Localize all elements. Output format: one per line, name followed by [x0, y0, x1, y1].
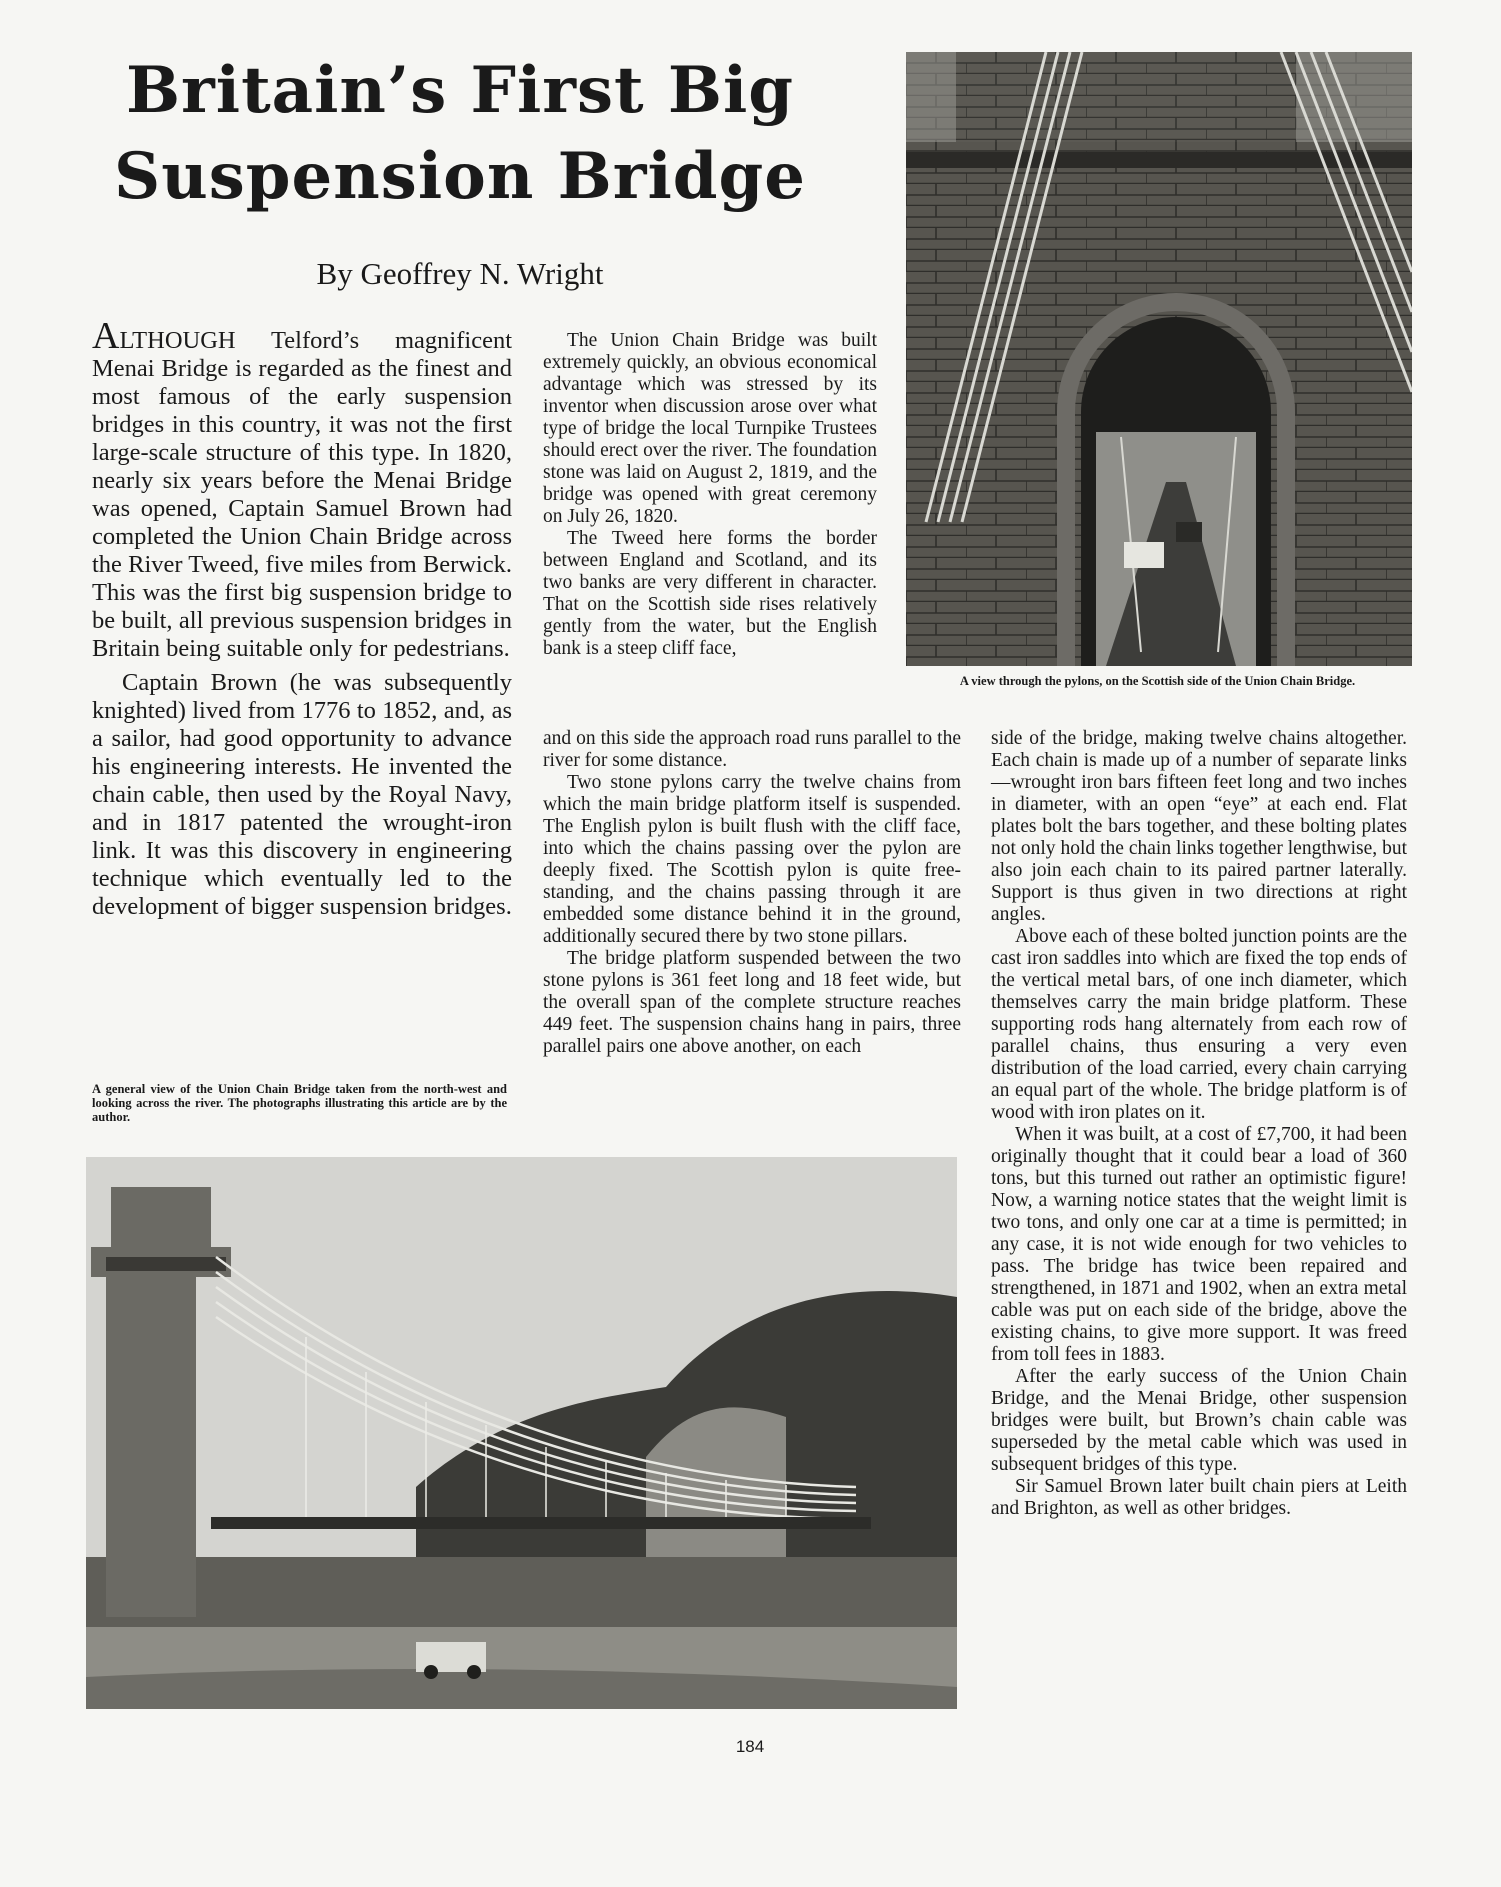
paragraph-1-text: LTHOUGH Telford’s magnificent Menai Bridge is regarded as the finest and most famous of the early suspension bridges in this country, it was not the first large-scale structure of this type. In 1820, nearly six years before the Menai Bridge was opened, Captain Samuel Brown had completed the Union Chain Bridge across the River Tweed, five miles from Berwick. This was the first big suspension bridge to be built, all previous suspension bridges in Britain being suitable only for pedestrians.: [92, 327, 512, 662]
paragraph-5: Two stone pylons carry the twelve chains from which the main bridge platform itself is suspended. The English pylon is built flush with the cliff face, into which the chains passing over the pylon are deeply fixed. The Scottish pylon is quite free-standing, and the chains passing through it are embedded some distance behind it in the ground, additionally secured there by two stone pillars.: [543, 772, 961, 947]
page-number: 184: [735, 1737, 765, 1756]
paragraph-8: Above each of these bolted junction points are the cast iron saddles into which are fixed the top ends of the vertical metal bars, of one inch diameter, which themselves carry the main bridge platform. These supporting rods hang alternately from each row of parallel chains, thus ensuring a very even distribution of the load carried, every chain carrying an equal part of the whole. The bridge platform is of wood with iron plates on it.: [991, 926, 1407, 1123]
paragraph-7: side of the bridge, making twelve chains altogether. Each chain is made up of a number of separate links—wrought iron bars fifteen feet long and two inches in diameter, with an open “eye” at each end. Flat plates bolt the bars together, and these bolting plates not only hold the chain links together lengthwise, but also join each chain to its paired partner laterally. Support is thus given in two directions at right angles.: [991, 728, 1407, 925]
pylon-arch-photo: [906, 52, 1412, 666]
title-line-2: Suspension Bridge: [114, 139, 806, 214]
paragraph-4-start: The Tweed here forms the border between England and Scotland, and its two banks are very different in character. That on the Scottish side rises relatively gently from the water, but the English bank is a steep cliff face,: [543, 528, 877, 659]
paragraph-10: After the early success of the Union Chain Bridge, and the Menai Bridge, other suspension bridges were built, but Brown’s chain cable was superseded by the metal cable which was used in subsequent bridges of this type.: [991, 1366, 1407, 1475]
article-title: [90, 48, 830, 220]
paragraph-6: The bridge platform suspended between the two stone pylons is 361 feet long and 18 feet wide, but the overall span of the complete structure reaches 449 feet. The suspension chains hang in pairs, three parallel pairs one above another, on each: [543, 948, 961, 1057]
caption-pylons-view: A view through the pylons, on the Scottish side of the Union Chain Bridge.: [959, 674, 1356, 688]
caption-general-view: A general view of the Union Chain Bridge taken from the north-west and looking across the river. The photographs illustrating this article are by the author.: [92, 1082, 507, 1124]
byline: By Geoffrey N. Wright: [316, 256, 604, 291]
paragraph-4-continued: and on this side the approach road runs parallel to the river for some distance.: [543, 728, 961, 771]
column-1: [92, 315, 512, 921]
paragraph-9: When it was built, at a cost of £7,700, it had been originally thought that it could bear a load of 360 tons, but this turned out rather an optimistic figure! Now, a warning notice states that the weight limit is two tons, and only one car at a time is permitted; in any case, it is not wide enough for two vehicles to pass. The bridge has twice been repaired and strengthened, in 1871 and 1902, when an extra metal cable was put on each side of the bridge, above the existing chains, to give more support. It was freed from toll fees in 1883.: [991, 1124, 1407, 1365]
paragraph-2: Captain Brown (he was subsequently knighted) lived from 1776 to 1852, and, as a sailor, had good opportunity to advance his engineering interests. He invented the chain cable, then used by the Royal Navy, and in 1817 patented the wrought-iron link. It was this discovery in engineering technique which eventually led to the development of bigger suspension bridges.: [92, 669, 512, 920]
column-3: [991, 728, 1407, 1520]
bridge-general-view-photo: [86, 1157, 957, 1709]
paragraph-3: The Union Chain Bridge was built extremely quickly, an obvious economical advantage which was stressed by its inventor when discussion arose over what type of bridge the local Turnpike Trustees should erect over the river. The foundation stone was laid on August 2, 1819, and the bridge was opened with great ceremony on July 26, 1820.: [543, 330, 877, 527]
column-2-top: [543, 330, 877, 660]
drop-cap: A: [92, 315, 120, 357]
column-2-bottom: [543, 728, 961, 1058]
title-line-1: Britain’s First Big: [125, 53, 795, 128]
paragraph-11: Sir Samuel Brown later built chain piers at Leith and Brighton, as well as other bridges.: [991, 1476, 1407, 1519]
paragraph-1: [92, 315, 512, 663]
